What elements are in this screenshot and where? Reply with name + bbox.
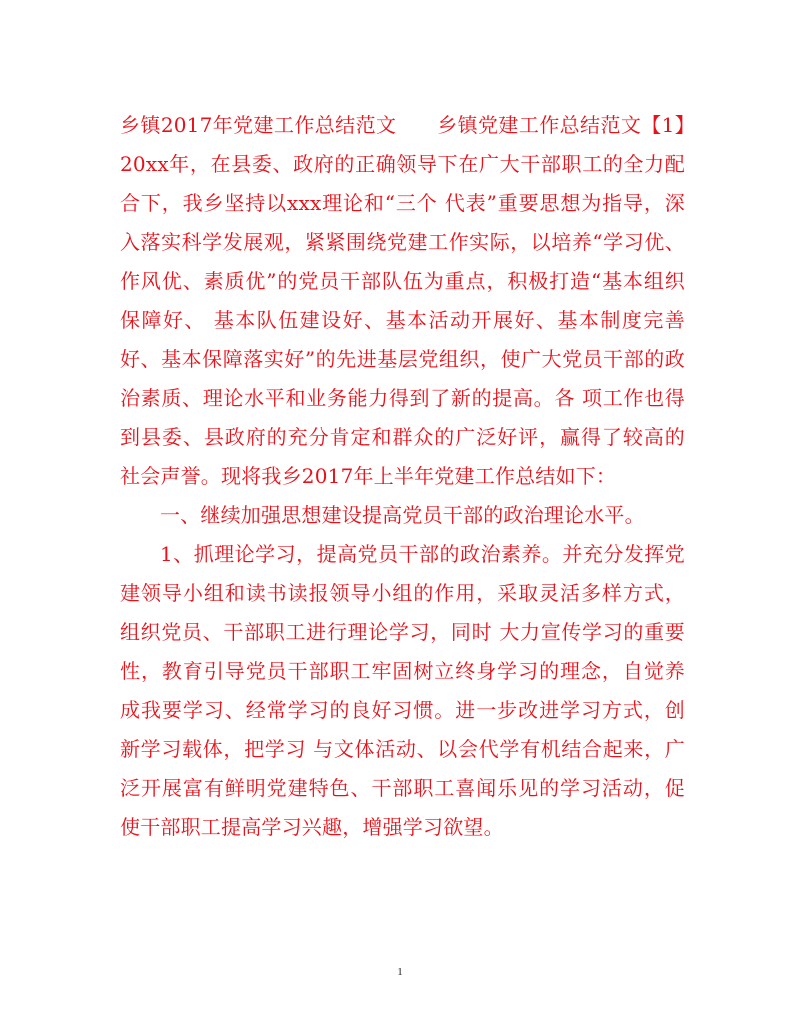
paragraph-section-heading: 一、继续加强思想建设提高党员干部的政治理论水平。 (160, 503, 645, 527)
document-body (120, 106, 726, 847)
paragraph-theory-study: 1、抓理论学习，提高党员干部的政治素养。并充分发挥党建领导小组和读书读报领导小组的作用，采取灵活多样方式，组织党员、干部职工进行理论学习，同时 大力宣传学习的重要性，教育引导党员干部职工牢固树立终身学习的理念，自觉养成我要学习、经常学习的良好习惯。进一步改进学习方式，创新学习载体，把学习 与文体活动、以会代学有机结合起来，广泛开展富有鲜明党建特色、干部职工喜闻乐见的学习活动，促使干部职工提高学习兴趣，增强学习欲望。 (120, 542, 685, 839)
paragraph-intro: 乡镇2017年党建工作总结范文 乡镇党建工作总结范文【1】 20xx年，在县委、政府的正确领导下在广大干部职工的全力配合下，我乡坚持以xxx理论和“三个 代表”重要思想为指导，深入落实科学发展观，紧紧围绕党建工作实际，以培养“学习优、作风优、素质优”的党员干部队伍为重点，积极打造“基本组织保障好、 基本队伍建设好、基本活动开展好、基本制度完善好、基本保障落实好”的先进基层党组织，使广大党员干部的政治素质、理论水平和业务能力得到了新的提高。各 项工作也得到县委、县政府的充分肯定和群众的广泛好评，赢得了较高的社会声誉。现将我乡2017年上半年党建工作总结如下： (120, 113, 726, 488)
page-number: 1 (397, 966, 403, 978)
